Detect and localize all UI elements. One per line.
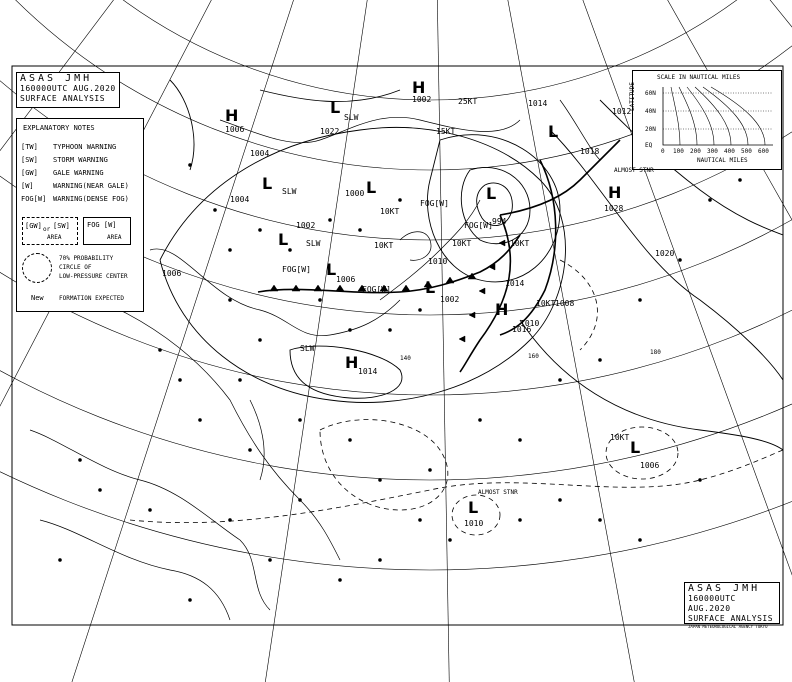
legend-text-tw: TYPHOON WARNING: [53, 143, 117, 151]
legend-circle-line3: LOW-PRESSURE CENTER: [59, 273, 128, 280]
low-value: 1006: [336, 275, 356, 284]
legend-text-fog: WARNING(DENSE FOG): [53, 195, 129, 203]
title-top-line2: 160000UTC AUG.2020: [20, 84, 116, 93]
scale-nm-500: 500: [741, 148, 752, 155]
isobar-label: 1010: [428, 257, 448, 266]
scale-axis-y: LATITUDE: [629, 82, 636, 111]
isobar-label: 1008: [555, 299, 575, 308]
station-dot: [268, 558, 271, 561]
station-dot: [678, 258, 681, 261]
station-dot: [288, 248, 291, 251]
legend-box: [16, 118, 144, 312]
isobar-label: 1006: [162, 269, 182, 278]
low-value: 1000: [345, 189, 365, 198]
station-dot: [98, 488, 101, 491]
station-dot: [698, 478, 701, 481]
legend-circle-line2: CIRCLE OF: [59, 264, 92, 271]
station-dot: [248, 448, 251, 451]
station-dot: [398, 198, 401, 201]
title-bottom-line1: ASAS JMH: [688, 583, 761, 594]
low-symbol: L: [548, 122, 559, 141]
scale-axis-x: NAUTICAL MILES: [697, 157, 748, 164]
station-dot: [318, 298, 321, 301]
isobar-label: 1004: [250, 149, 270, 158]
scale-lat-60: 60N: [645, 90, 656, 97]
station-dot: [598, 358, 601, 361]
station-dot: [428, 468, 431, 471]
legend-area-sw: [SW]: [53, 222, 70, 230]
scale-nm-300: 300: [707, 148, 718, 155]
low-symbol: L: [330, 98, 341, 117]
isobar-label: 1018: [580, 147, 600, 156]
scale-nm-100: 100: [673, 148, 684, 155]
scale-box: [629, 70, 782, 170]
station-dot: [298, 498, 301, 501]
low-value: 1010: [520, 319, 540, 328]
scale-curves: [661, 85, 775, 147]
title-bottom-line3: SURFACE ANALYSIS: [688, 614, 774, 623]
low-value: 1010: [464, 519, 484, 528]
warning-label: 10KT: [536, 299, 556, 308]
title-box-top: [16, 72, 120, 108]
warning-label: 10KT: [452, 239, 472, 248]
legend-code-sw: [SW]: [21, 156, 38, 164]
legend-area-fog: FOG [W]: [87, 221, 117, 229]
isobar-label: 1012: [612, 107, 632, 116]
legend-area-label1: AREA: [47, 234, 62, 241]
title-bottom-agency: JAPAN METEOROLOGICAL AGENCY TOKYO: [688, 624, 768, 629]
warning-label: ALMOST STNR: [478, 489, 518, 496]
station-dot: [178, 378, 181, 381]
low-symbol: L: [486, 184, 497, 203]
station-dot: [638, 538, 641, 541]
legend-probability-circle: [22, 253, 52, 283]
high-symbol: H: [345, 353, 359, 372]
scale-lat-40: 40N: [645, 108, 656, 115]
warning-label: SLW: [306, 239, 321, 248]
legend-circle-line1: 70% PROBABILITY: [59, 255, 114, 262]
warning-label: SLW: [300, 344, 315, 353]
scale-nm-200: 200: [690, 148, 701, 155]
warning-label: FOG[W]: [282, 265, 311, 274]
low-value: 1002: [296, 221, 316, 230]
legend-code-fog: FOG[W]: [21, 195, 47, 203]
station-dot: [378, 558, 381, 561]
station-dot: [213, 208, 216, 211]
low-value: 1006: [640, 461, 660, 470]
warning-label: SLW: [282, 187, 297, 196]
scale-lat-20: 20N: [645, 126, 656, 133]
isobar-label: 1014: [528, 99, 548, 108]
title-top-line3: SURFACE ANALYSIS: [20, 94, 106, 103]
scale-heading: SCALE IN NAUTICAL MILES: [657, 74, 741, 81]
high-value: 1014: [505, 279, 525, 288]
station-dot: [558, 378, 561, 381]
legend-heading: EXPLANATORY NOTES: [23, 124, 95, 132]
high-symbol: H: [225, 106, 239, 125]
warning-label: 10KT: [380, 207, 400, 216]
legend-area-or: or: [43, 226, 51, 233]
low-symbol: L: [468, 498, 479, 517]
low-value: 1004: [230, 195, 250, 204]
station-dot: [598, 518, 601, 521]
warning-label: 25KT: [458, 97, 478, 106]
station-dot: [478, 418, 481, 421]
station-dot: [348, 328, 351, 331]
high-symbol: H: [608, 183, 622, 202]
station-dot: [348, 438, 351, 441]
legend-code-w: [W]: [21, 182, 34, 190]
scale-lat-eq: EQ: [645, 142, 653, 149]
station-dot: [228, 248, 231, 251]
scale-nm-400: 400: [724, 148, 735, 155]
legend-area-gw: [GW]: [25, 222, 42, 230]
high-value: 1014: [358, 367, 378, 376]
scale-nm-0: 0: [661, 148, 665, 155]
longitude-label: 180: [650, 349, 661, 356]
warning-label: 10KT: [374, 241, 394, 250]
legend-text-w: WARNING(NEAR GALE): [53, 182, 129, 190]
warning-label: ALMOST STNR: [614, 167, 654, 174]
low-value: 994: [492, 217, 507, 226]
longitude-label: 140: [400, 355, 411, 362]
high-value: 1002: [412, 95, 432, 104]
warning-label: FOG[W]: [362, 285, 391, 294]
station-dot: [738, 178, 741, 181]
high-symbol: H: [495, 300, 509, 319]
station-dot: [638, 298, 641, 301]
legend-text-gw: GALE WARNING: [53, 169, 104, 177]
high-symbol: H: [412, 78, 426, 97]
low-symbol: L: [278, 230, 289, 249]
station-dot: [78, 458, 81, 461]
high-value: 1028: [604, 204, 624, 213]
low-symbol: L: [326, 260, 337, 279]
low-symbol: L: [262, 174, 273, 193]
warning-label: 15KT: [436, 127, 456, 136]
warning-label: 10KT: [610, 433, 630, 442]
low-value: 1022: [320, 127, 340, 136]
station-dot: [58, 558, 61, 561]
warning-label: FOG[W]: [464, 221, 493, 230]
station-dot: [558, 498, 561, 501]
station-dot: [708, 198, 711, 201]
station-dot: [238, 378, 241, 381]
station-dot: [148, 508, 151, 511]
warning-label: FOG[W]: [420, 199, 449, 208]
station-dot: [388, 328, 391, 331]
station-dot: [518, 518, 521, 521]
title-top-line1: ASAS JMH: [20, 73, 93, 84]
station-dot: [258, 338, 261, 341]
legend-code-tw: [TW]: [21, 143, 38, 151]
longitude-label: 160: [528, 353, 539, 360]
station-dot: [188, 598, 191, 601]
low-symbol: L: [366, 178, 377, 197]
isobar-label: 1016: [512, 325, 532, 334]
station-dot: [338, 578, 341, 581]
station-dot: [298, 418, 301, 421]
low-value: 1002: [440, 295, 460, 304]
station-dot: [378, 478, 381, 481]
station-dot: [448, 538, 451, 541]
station-dot: [518, 438, 521, 441]
station-dot: [198, 418, 201, 421]
warning-label: 10KT: [510, 239, 530, 248]
station-dot: [418, 518, 421, 521]
legend-code-gw: [GW]: [21, 169, 38, 177]
isobar-label: 1020: [655, 249, 675, 258]
title-box-bottom: [684, 582, 780, 629]
station-dot: [418, 308, 421, 311]
station-dot: [228, 298, 231, 301]
warning-label: SLW: [344, 113, 359, 122]
station-dot: [358, 228, 361, 231]
legend-new-text: FORMATION EXPECTED: [59, 295, 125, 302]
station-dot: [188, 163, 191, 166]
legend-text-sw: STORM WARNING: [53, 156, 108, 164]
legend-new-word: New: [31, 294, 44, 302]
scale-nm-600: 600: [758, 148, 769, 155]
station-dot: [158, 348, 161, 351]
legend-area-label2: AREA: [107, 234, 122, 241]
title-bottom-line2: 160000UTC AUG.2020: [688, 594, 736, 613]
station-dot: [258, 228, 261, 231]
low-symbol: L: [630, 438, 641, 457]
high-value: 1006: [225, 125, 245, 134]
station-dot: [328, 218, 331, 221]
low-symbol: L: [425, 278, 436, 297]
